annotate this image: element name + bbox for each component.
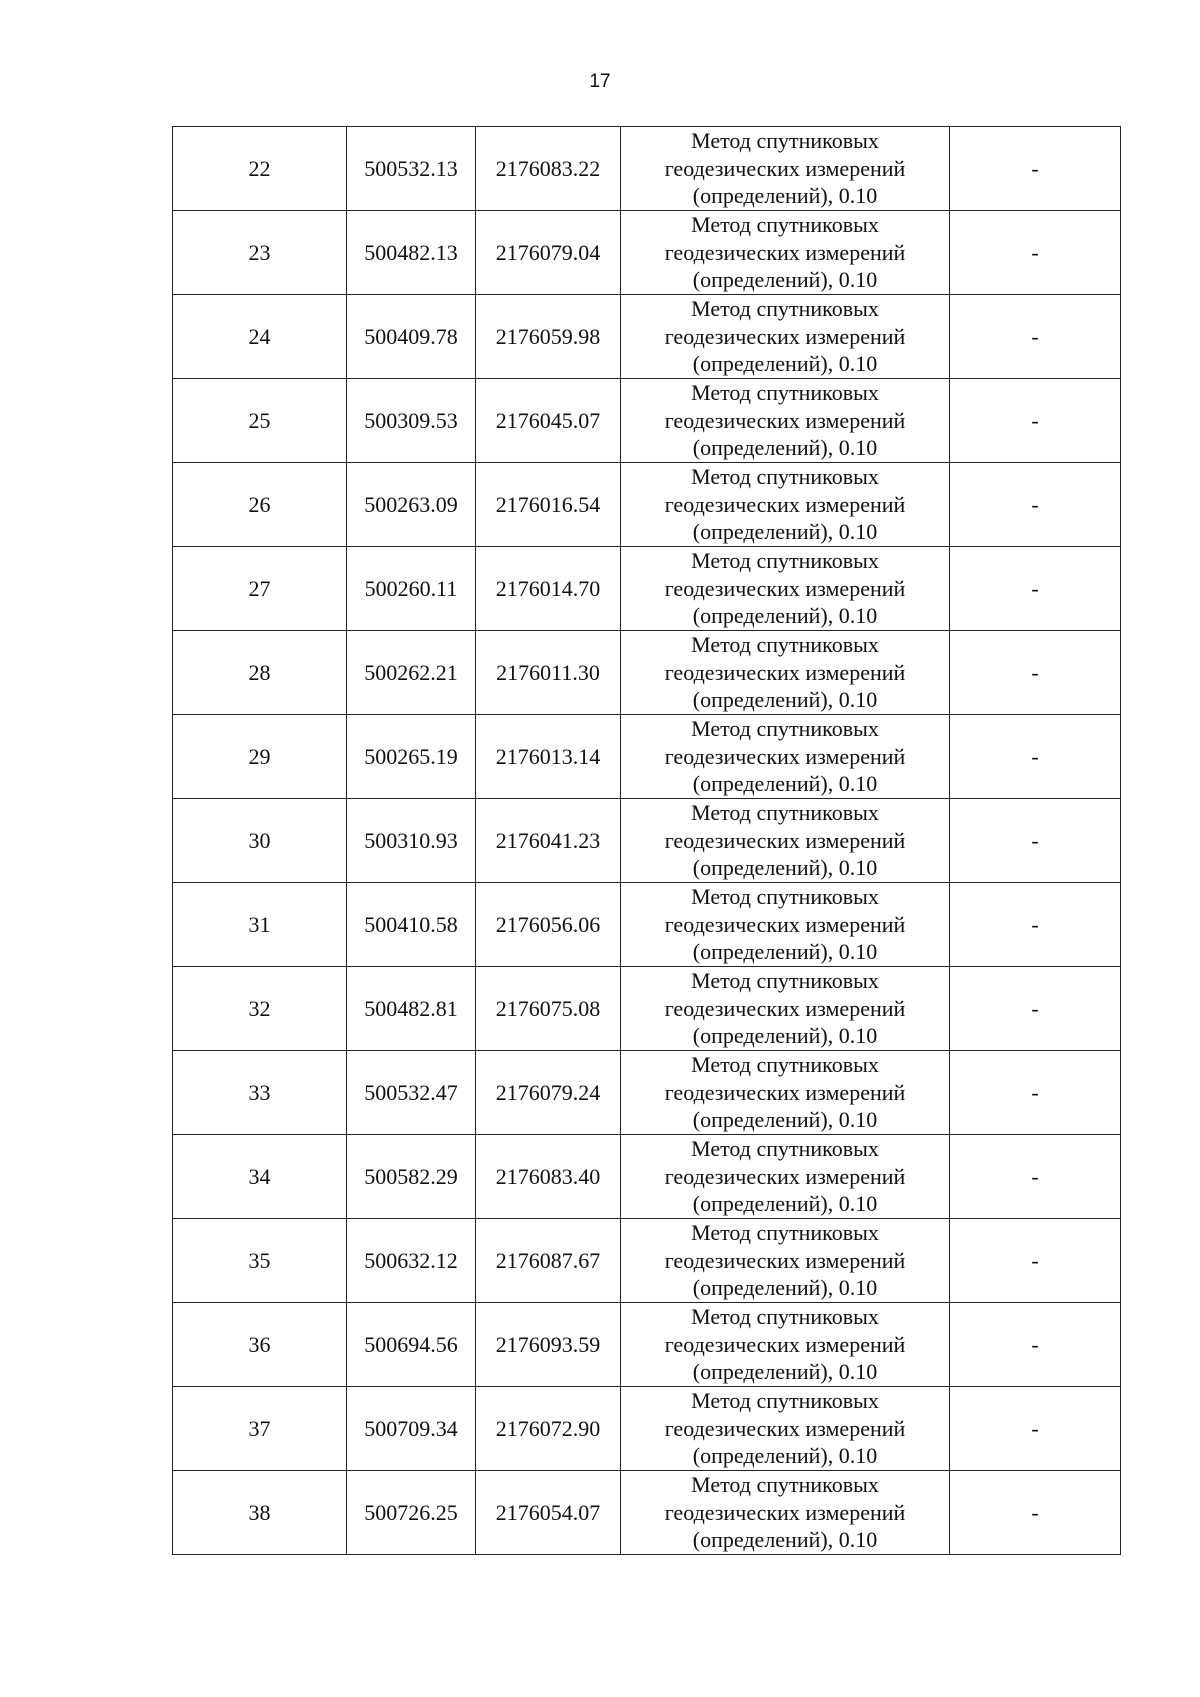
page-number: 17: [589, 71, 611, 92]
x-coordinate-cell: 500262.21: [347, 631, 476, 715]
method-line: Метод спутниковых: [691, 1136, 879, 1162]
method-line: геодезических измерений: [664, 1247, 906, 1273]
method-line: Метод спутниковых: [691, 1388, 879, 1414]
method-line: (определений), 0.10: [692, 939, 878, 965]
method-line: Метод спутниковых: [691, 1220, 879, 1246]
x-coordinate-cell: 500532.13: [347, 127, 476, 211]
method-cell: [621, 379, 950, 463]
method-line: Метод спутниковых: [691, 380, 879, 406]
method-line: (определений), 0.10: [692, 351, 878, 377]
method-line: геодезических измерений: [664, 659, 906, 685]
table-row: [173, 967, 1121, 1051]
y-coordinate-cell: 2176011.30: [476, 631, 621, 715]
y-coordinate-cell: 2176013.14: [476, 715, 621, 799]
method-cell: [621, 211, 950, 295]
method-line: (определений), 0.10: [692, 687, 878, 713]
method-line: (определений), 0.10: [692, 267, 878, 293]
table-row: [173, 1303, 1121, 1387]
point-number-cell: 27: [173, 547, 347, 631]
y-coordinate-cell: 2176056.06: [476, 883, 621, 967]
x-coordinate-cell: 500532.47: [347, 1051, 476, 1135]
method-cell: [621, 1219, 950, 1303]
method-cell: [621, 295, 950, 379]
y-coordinate-cell: 2176083.22: [476, 127, 621, 211]
method-line: геодезических измерений: [664, 827, 906, 853]
y-coordinate-cell: 2176093.59: [476, 1303, 621, 1387]
method-line: (определений), 0.10: [692, 603, 878, 629]
point-number-cell: 32: [173, 967, 347, 1051]
method-line: Метод спутниковых: [691, 128, 879, 154]
method-line: Метод спутниковых: [691, 884, 879, 910]
note-cell: -: [950, 1471, 1121, 1555]
method-cell: [621, 1303, 950, 1387]
table-row: [173, 463, 1121, 547]
table-row: [173, 547, 1121, 631]
point-number-cell: 35: [173, 1219, 347, 1303]
x-coordinate-cell: 500265.19: [347, 715, 476, 799]
x-coordinate-cell: 500726.25: [347, 1471, 476, 1555]
x-coordinate-cell: 500482.13: [347, 211, 476, 295]
point-number-cell: 36: [173, 1303, 347, 1387]
y-coordinate-cell: 2176041.23: [476, 799, 621, 883]
note-cell: -: [950, 295, 1121, 379]
method-line: Метод спутниковых: [691, 1052, 879, 1078]
x-coordinate-cell: 500482.81: [347, 967, 476, 1051]
coordinates-table-body: [173, 127, 1121, 1555]
x-coordinate-cell: 500309.53: [347, 379, 476, 463]
method-line: (определений), 0.10: [692, 519, 878, 545]
note-cell: -: [950, 799, 1121, 883]
point-number-cell: 22: [173, 127, 347, 211]
coordinates-table: [172, 126, 1121, 1555]
method-line: Метод спутниковых: [691, 716, 879, 742]
method-line: (определений), 0.10: [692, 1275, 878, 1301]
method-line: (определений), 0.10: [692, 1527, 878, 1553]
note-cell: -: [950, 211, 1121, 295]
point-number-cell: 31: [173, 883, 347, 967]
method-cell: [621, 1051, 950, 1135]
table-row: [173, 1219, 1121, 1303]
note-cell: -: [950, 1219, 1121, 1303]
method-cell: [621, 799, 950, 883]
method-line: геодезических измерений: [664, 407, 906, 433]
method-line: Метод спутниковых: [691, 800, 879, 826]
method-cell: [621, 631, 950, 715]
y-coordinate-cell: 2176087.67: [476, 1219, 621, 1303]
x-coordinate-cell: 500310.93: [347, 799, 476, 883]
note-cell: -: [950, 1303, 1121, 1387]
point-number-cell: 29: [173, 715, 347, 799]
note-cell: -: [950, 1051, 1121, 1135]
note-cell: -: [950, 547, 1121, 631]
method-cell: [621, 883, 950, 967]
method-line: геодезических измерений: [664, 743, 906, 769]
point-number-cell: 25: [173, 379, 347, 463]
x-coordinate-cell: 500260.11: [347, 547, 476, 631]
note-cell: -: [950, 967, 1121, 1051]
method-line: (определений), 0.10: [692, 771, 878, 797]
point-number-cell: 30: [173, 799, 347, 883]
method-line: Метод спутниковых: [691, 1472, 879, 1498]
x-coordinate-cell: 500409.78: [347, 295, 476, 379]
method-line: геодезических измерений: [664, 491, 906, 517]
method-line: (определений), 0.10: [692, 1023, 878, 1049]
method-line: геодезических измерений: [664, 1163, 906, 1189]
point-number-cell: 28: [173, 631, 347, 715]
table-row: [173, 379, 1121, 463]
table-row: [173, 799, 1121, 883]
note-cell: -: [950, 1135, 1121, 1219]
method-line: геодезических измерений: [664, 1331, 906, 1357]
note-cell: -: [950, 379, 1121, 463]
table-row: [173, 1471, 1121, 1555]
method-line: (определений), 0.10: [692, 1191, 878, 1217]
x-coordinate-cell: 500709.34: [347, 1387, 476, 1471]
method-line: Метод спутниковых: [691, 212, 879, 238]
note-cell: -: [950, 631, 1121, 715]
point-number-cell: 23: [173, 211, 347, 295]
y-coordinate-cell: 2176014.70: [476, 547, 621, 631]
point-number-cell: 38: [173, 1471, 347, 1555]
method-line: геодезических измерений: [664, 155, 906, 181]
point-number-cell: 33: [173, 1051, 347, 1135]
method-cell: [621, 715, 950, 799]
method-line: геодезических измерений: [664, 575, 906, 601]
table-row: [173, 295, 1121, 379]
method-line: (определений), 0.10: [692, 1107, 878, 1133]
note-cell: -: [950, 715, 1121, 799]
method-cell: [621, 547, 950, 631]
y-coordinate-cell: 2176083.40: [476, 1135, 621, 1219]
method-cell: [621, 1471, 950, 1555]
note-cell: -: [950, 1387, 1121, 1471]
note-cell: -: [950, 127, 1121, 211]
point-number-cell: 34: [173, 1135, 347, 1219]
table-row: [173, 715, 1121, 799]
y-coordinate-cell: 2176072.90: [476, 1387, 621, 1471]
y-coordinate-cell: 2176059.98: [476, 295, 621, 379]
point-number-cell: 24: [173, 295, 347, 379]
method-line: (определений), 0.10: [692, 435, 878, 461]
method-line: геодезических измерений: [664, 1079, 906, 1105]
y-coordinate-cell: 2176045.07: [476, 379, 621, 463]
method-line: геодезических измерений: [664, 995, 906, 1021]
point-number-cell: 37: [173, 1387, 347, 1471]
method-line: геодезических измерений: [664, 323, 906, 349]
method-cell: [621, 463, 950, 547]
y-coordinate-cell: 2176079.04: [476, 211, 621, 295]
note-cell: -: [950, 883, 1121, 967]
method-cell: [621, 967, 950, 1051]
table-row: [173, 211, 1121, 295]
x-coordinate-cell: 500694.56: [347, 1303, 476, 1387]
table-row: [173, 631, 1121, 715]
table-row: [173, 1051, 1121, 1135]
method-line: геодезических измерений: [664, 1415, 906, 1441]
point-number-cell: 26: [173, 463, 347, 547]
table-row: [173, 1135, 1121, 1219]
y-coordinate-cell: 2176016.54: [476, 463, 621, 547]
method-line: геодезических измерений: [664, 1499, 906, 1525]
y-coordinate-cell: 2176075.08: [476, 967, 621, 1051]
method-cell: [621, 1387, 950, 1471]
method-line: геодезических измерений: [664, 911, 906, 937]
x-coordinate-cell: 500410.58: [347, 883, 476, 967]
note-cell: -: [950, 463, 1121, 547]
method-cell: [621, 1135, 950, 1219]
method-cell: [621, 127, 950, 211]
method-line: (определений), 0.10: [692, 1443, 878, 1469]
method-line: Метод спутниковых: [691, 464, 879, 490]
y-coordinate-cell: 2176079.24: [476, 1051, 621, 1135]
table-row: [173, 1387, 1121, 1471]
method-line: геодезических измерений: [664, 239, 906, 265]
table-row: [173, 883, 1121, 967]
method-line: Метод спутниковых: [691, 968, 879, 994]
x-coordinate-cell: 500582.29: [347, 1135, 476, 1219]
table-row: [173, 127, 1121, 211]
method-line: Метод спутниковых: [691, 296, 879, 322]
method-line: (определений), 0.10: [692, 1359, 878, 1385]
method-line: (определений), 0.10: [692, 855, 878, 881]
method-line: Метод спутниковых: [691, 632, 879, 658]
x-coordinate-cell: 500632.12: [347, 1219, 476, 1303]
method-line: (определений), 0.10: [692, 183, 878, 209]
x-coordinate-cell: 500263.09: [347, 463, 476, 547]
y-coordinate-cell: 2176054.07: [476, 1471, 621, 1555]
method-line: Метод спутниковых: [691, 548, 879, 574]
method-line: Метод спутниковых: [691, 1304, 879, 1330]
